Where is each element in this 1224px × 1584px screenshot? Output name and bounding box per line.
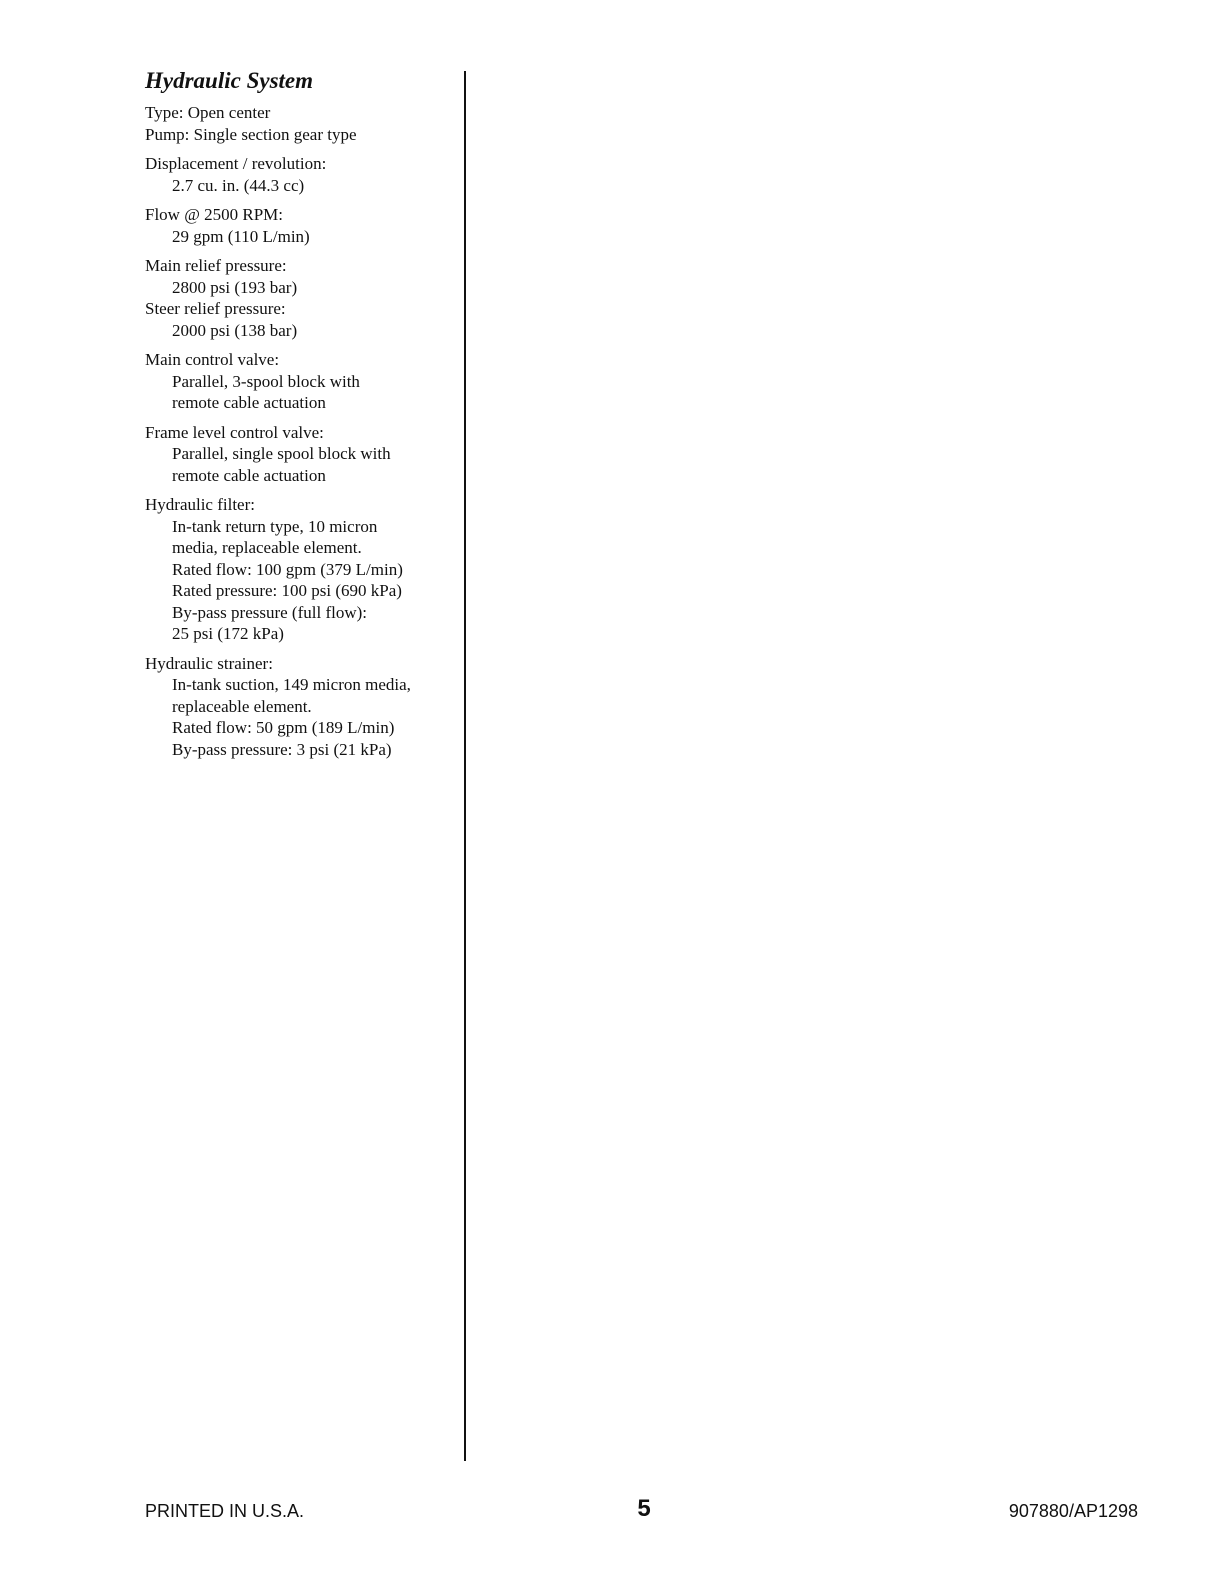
spec-label: Steer relief pressure: xyxy=(145,299,286,318)
spec-label: Pump: Single section gear type xyxy=(145,124,357,144)
spec-value: 29 gpm (110 L/min) xyxy=(172,226,310,246)
spec-value: By-pass pressure: 3 psi (21 kPa) xyxy=(172,739,392,759)
spec-value: media, replaceable element. xyxy=(172,538,362,557)
spec-label: Main relief pressure: xyxy=(145,256,287,275)
spec-label: Main control valve: xyxy=(145,350,280,369)
printed-in-label: PRINTED IN U.S.A. xyxy=(145,1501,305,1521)
spec-label: Flow @ 2500 RPM: xyxy=(145,205,283,224)
spec-label: Frame level control valve: xyxy=(145,422,324,442)
spec-group xyxy=(145,494,450,645)
spec-value: 2.7 cu. in. (44.3 cc) xyxy=(172,175,305,195)
spec-value: 2000 psi (138 bar) xyxy=(172,320,298,340)
spec-value: Rated pressure: 100 psi (690 kPa) xyxy=(172,581,402,600)
spec-value: Parallel, single spool block with xyxy=(172,444,391,463)
spec-group xyxy=(145,153,450,196)
spec-group xyxy=(145,349,450,414)
spec-value: 2800 psi (193 bar) xyxy=(172,277,298,297)
spec-value: Rated flow: 100 gpm (379 L/min) xyxy=(172,559,403,579)
spec-label: Displacement / revolution: xyxy=(145,154,327,173)
spec-group xyxy=(145,298,450,341)
spec-label: Hydraulic filter: xyxy=(145,495,255,514)
spec-value: remote cable actuation xyxy=(172,393,326,412)
spec-value: replaceable element. xyxy=(172,696,312,716)
spec-column xyxy=(145,64,450,768)
spec-value: In-tank suction, 149 micron media, xyxy=(172,675,411,694)
spec-group xyxy=(145,653,450,761)
spec-value: By-pass pressure (full flow): xyxy=(172,602,367,622)
spec-group xyxy=(145,422,450,487)
document-code: 907880/AP1298 xyxy=(1008,1501,1138,1521)
spec-group xyxy=(145,102,450,145)
spec-value: In-tank return type, 10 micron xyxy=(172,516,378,536)
spec-value: Rated flow: 50 gpm (189 L/min) xyxy=(172,718,395,737)
spec-value: Parallel, 3-spool block with xyxy=(172,371,360,391)
spec-value: remote cable actuation xyxy=(172,465,326,485)
spec-group xyxy=(145,255,450,298)
section-title: Hydraulic System xyxy=(145,68,314,93)
spec-group xyxy=(145,204,450,247)
column-divider xyxy=(464,71,466,1461)
spec-list xyxy=(145,102,450,760)
page-number: 5 xyxy=(637,1495,651,1522)
spec-value: 25 psi (172 kPa) xyxy=(172,624,284,643)
spec-label: Type: Open center xyxy=(145,103,271,122)
spec-label: Hydraulic strainer: xyxy=(145,653,273,673)
